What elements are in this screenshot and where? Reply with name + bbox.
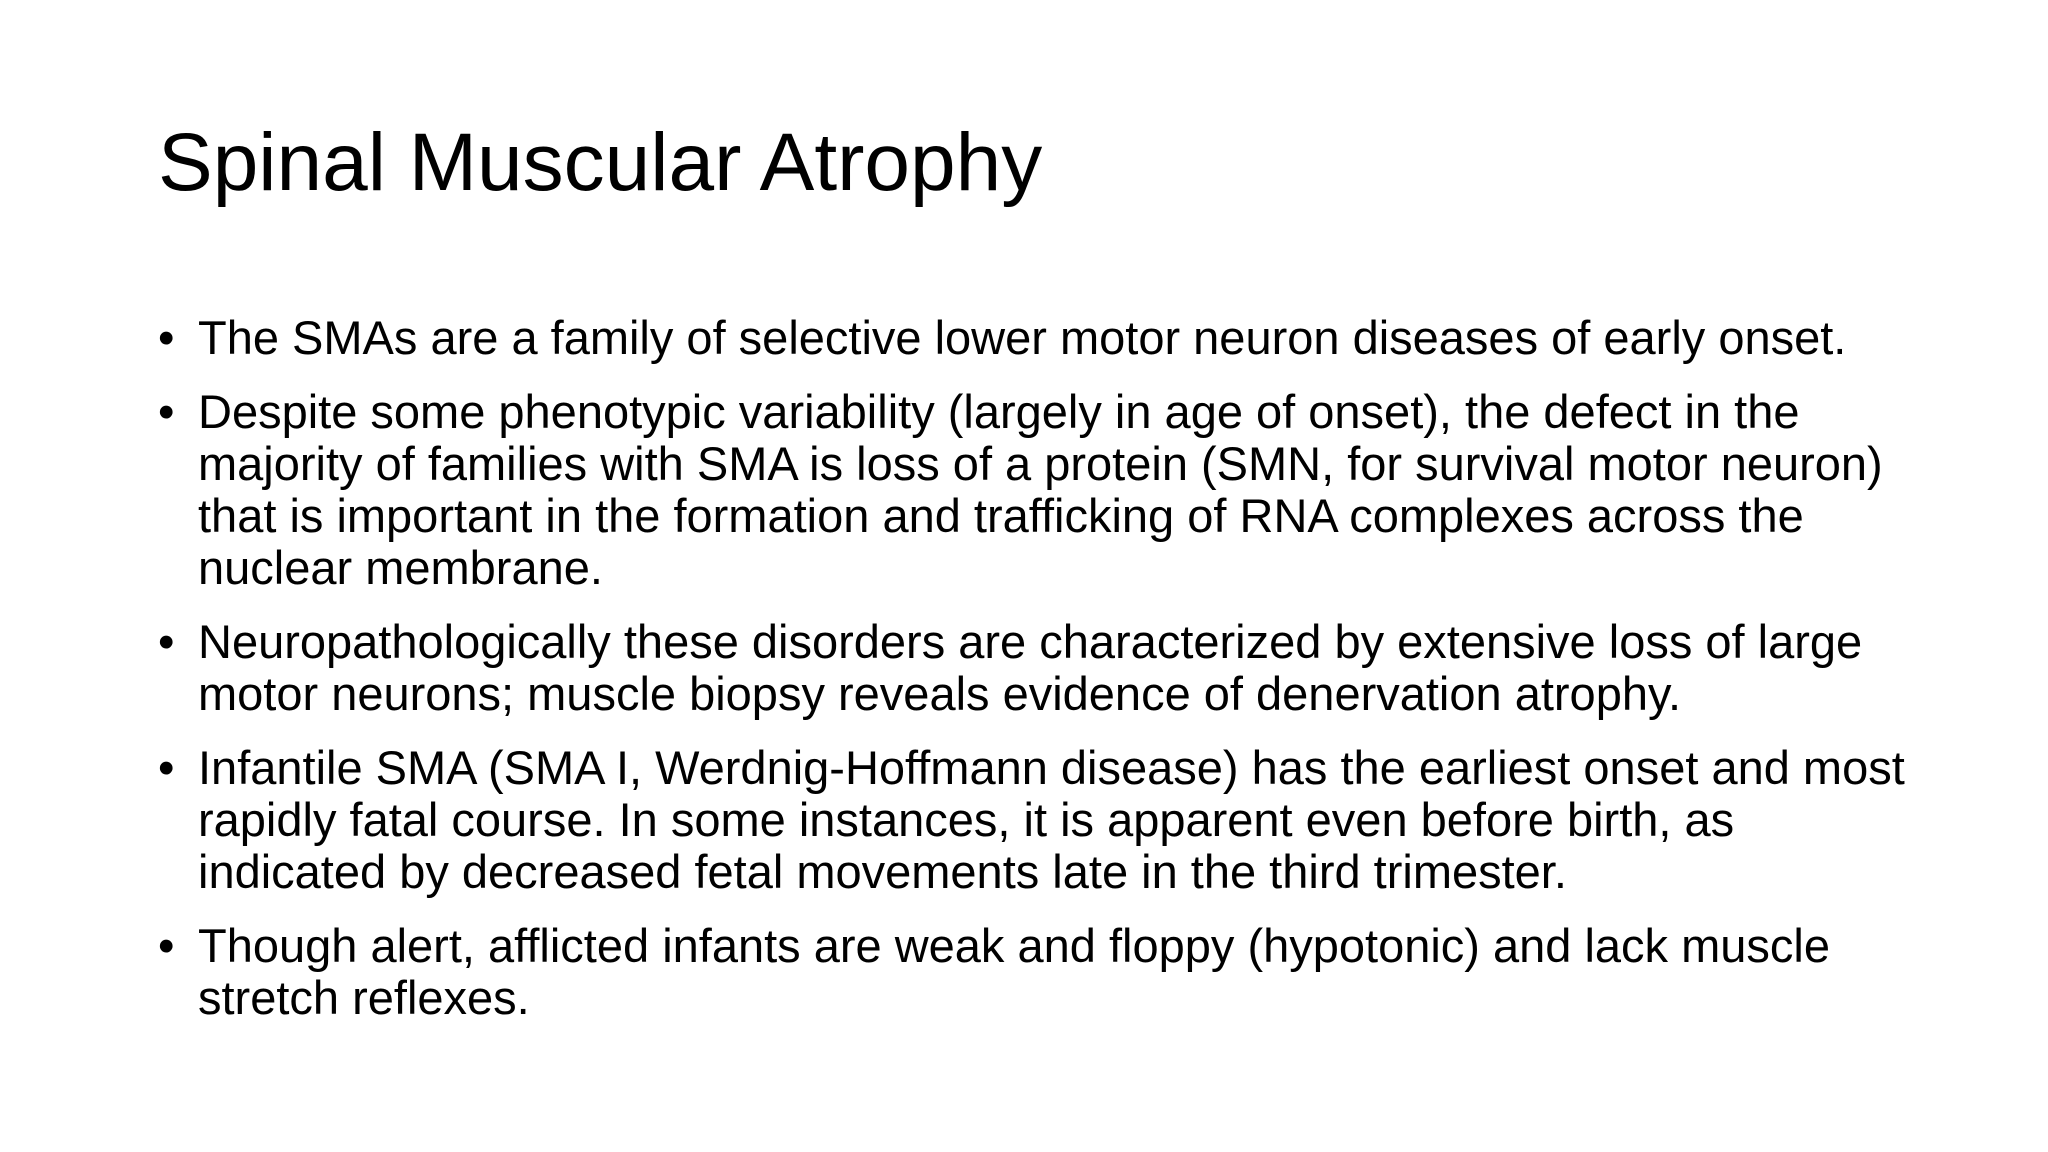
- bullet-text: Despite some phenotypic variability (largely in age of onset), the defect in the majority of families with SMA is loss of a protein (SMN, for survival motor neuron) that is important in the formation and trafficking of RNA complexes across the nuclear membrane.: [198, 385, 1883, 594]
- bullet-item: [158, 616, 1918, 720]
- slide-title: Spinal Muscular Atrophy: [158, 117, 1043, 208]
- bullet-item: [158, 312, 1918, 364]
- bullet-text: The SMAs are a family of selective lower motor neuron diseases of early onset.: [198, 311, 1847, 364]
- bullet-icon: •: [158, 919, 175, 972]
- bullet-item: [158, 386, 1918, 594]
- bullet-text: Neuropathologically these disorders are characterized by extensive loss of large motor neurons; muscle biopsy reveals evidence of denervation atrophy.: [198, 615, 1863, 720]
- bullet-icon: •: [158, 615, 175, 668]
- bullet-list: [158, 312, 1918, 1046]
- bullet-text: Infantile SMA (SMA I, Werdnig-Hoffmann disease) has the earliest onset and most rapidly fatal course. In some instances, it is apparent even before birth, as indicated by decreased fetal movements late in the third trimester.: [198, 741, 1905, 898]
- bullet-item: [158, 920, 1918, 1024]
- bullet-icon: •: [158, 741, 175, 794]
- bullet-icon: •: [158, 311, 175, 364]
- bullet-item: [158, 742, 1918, 898]
- bullet-text: Though alert, afflicted infants are weak and floppy (hypotonic) and lack muscle stretch reflexes.: [198, 919, 1830, 1024]
- bullet-icon: •: [158, 385, 175, 438]
